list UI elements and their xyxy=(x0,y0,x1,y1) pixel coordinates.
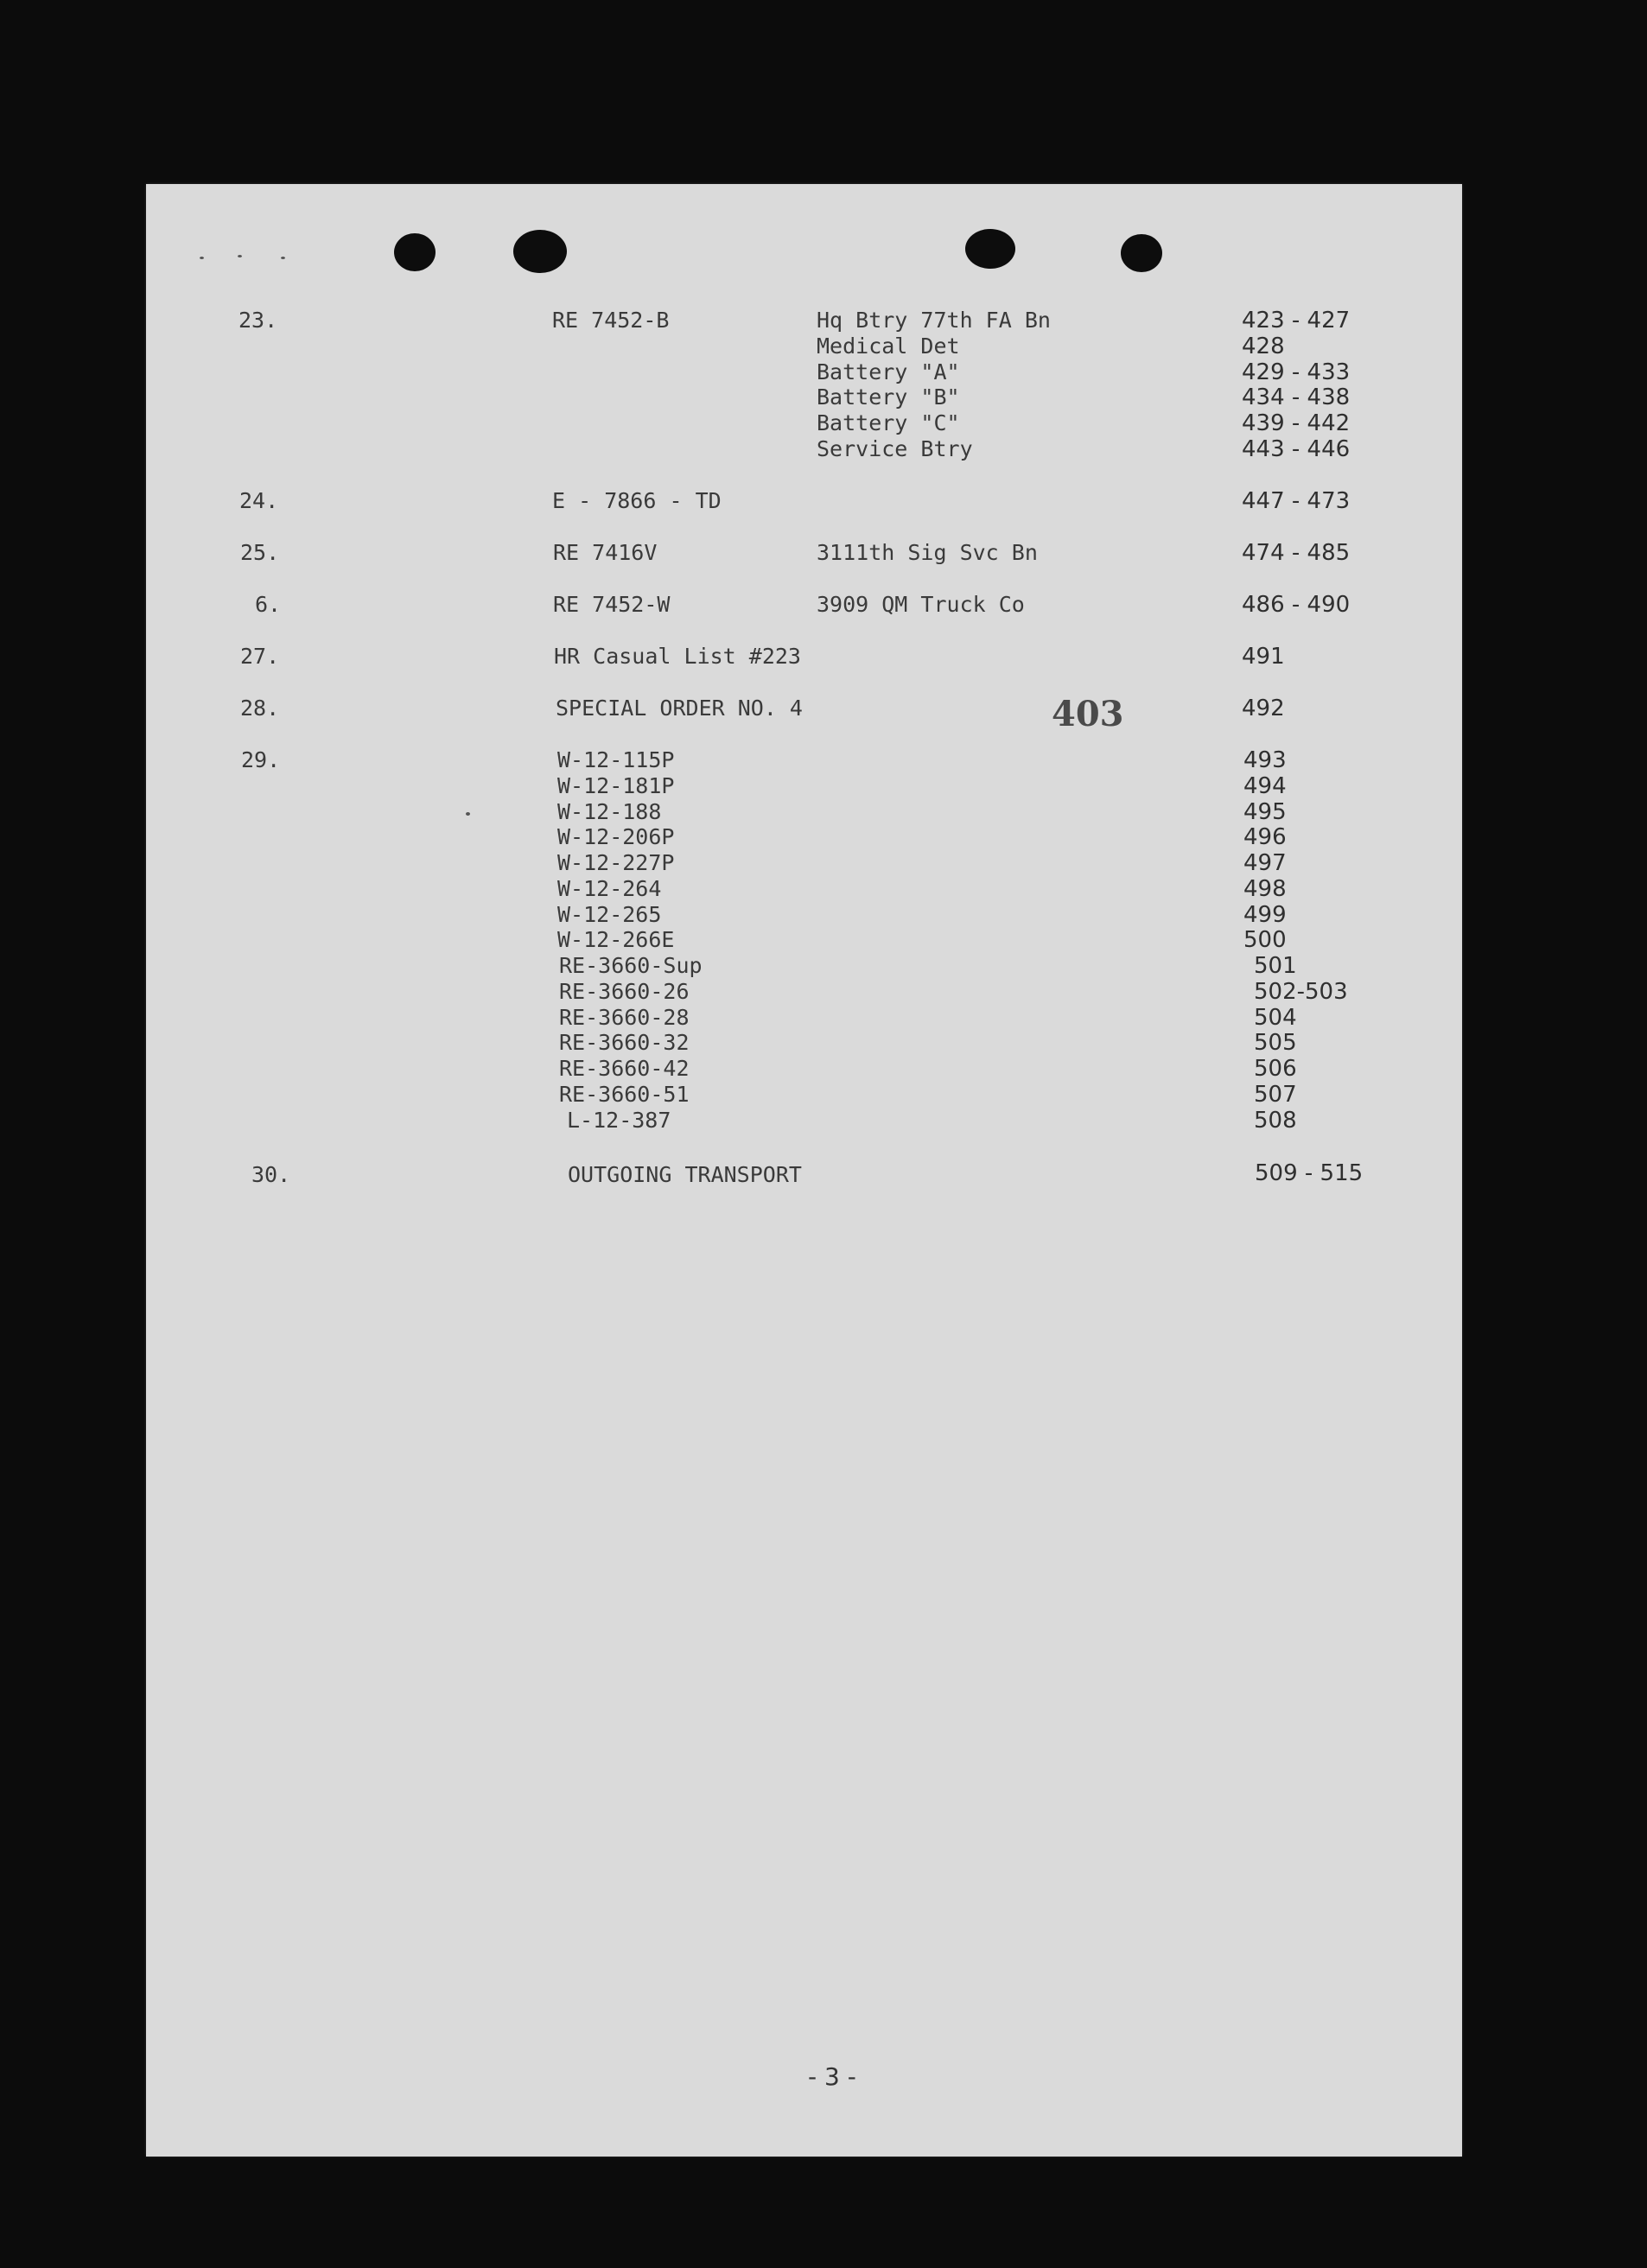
entry-29-reference: W-12-188 xyxy=(557,799,662,824)
entry-23-pages: 423 - 427 xyxy=(1242,308,1351,334)
entry-23-unit: Medical Det xyxy=(817,334,960,359)
punch-hole xyxy=(1121,234,1162,272)
entry-26-pages: 486 - 490 xyxy=(1242,592,1351,618)
entry-23-unit: Hq Btry 77th FA Bn xyxy=(817,308,1051,333)
punch-hole xyxy=(965,229,1015,269)
entry-29-reference: W-12-206P xyxy=(557,824,675,849)
punch-hole xyxy=(394,233,436,271)
entry-26-unit: 3909 QM Truck Co xyxy=(817,592,1025,617)
entry-29-reference: L-12-387 xyxy=(567,1108,671,1133)
entry-29-number: 29. xyxy=(241,747,281,772)
entry-26-reference: RE 7452-W xyxy=(553,592,671,617)
entry-29-reference: RE-3660-28 xyxy=(559,1005,690,1030)
entry-23-number: 23. xyxy=(238,308,278,333)
entry-29-pages: 497 xyxy=(1243,850,1287,876)
entry-25-unit: 3111th Sig Svc Bn xyxy=(817,540,1038,565)
entry-25-pages: 474 - 485 xyxy=(1242,540,1351,566)
document-page xyxy=(146,184,1462,2157)
page-stamp: 403 xyxy=(1052,694,1124,734)
entry-25-reference: RE 7416V xyxy=(553,540,658,565)
entry-29-pages: 495 xyxy=(1243,799,1287,825)
entry-29-reference: W-12-227P xyxy=(557,850,675,875)
entry-23-pages: 428 xyxy=(1242,334,1285,359)
entry-29-reference: W-12-115P xyxy=(557,747,675,772)
speck xyxy=(200,257,204,259)
entry-23-pages: 443 - 446 xyxy=(1242,436,1351,462)
entry-29-reference: W-12-265 xyxy=(557,902,662,927)
entry-29-pages: 496 xyxy=(1243,824,1287,850)
entry-29-reference: W-12-266E xyxy=(557,927,675,952)
entry-29-pages: 506 xyxy=(1254,1056,1297,1082)
entry-29-reference: RE-3660-26 xyxy=(559,979,690,1004)
entry-29-reference: RE-3660-32 xyxy=(559,1030,690,1055)
entry-28-pages: 492 xyxy=(1242,696,1285,721)
entry-27-number: 27. xyxy=(240,644,280,669)
entry-29-reference: RE-3660-51 xyxy=(559,1082,690,1107)
entry-25-number: 25. xyxy=(240,540,280,565)
entry-29-pages: 508 xyxy=(1254,1108,1297,1134)
entry-29-pages: 494 xyxy=(1243,773,1287,799)
speck xyxy=(238,255,242,257)
entry-24-reference: E - 7866 - TD xyxy=(552,488,722,513)
page-number-footer: - 3 - xyxy=(808,2062,856,2091)
entry-30-number: 30. xyxy=(251,1162,291,1187)
entry-29-pages: 499 xyxy=(1243,902,1287,928)
entry-29-reference: RE-3660-42 xyxy=(559,1056,690,1081)
entry-29-pages: 502-503 xyxy=(1254,979,1348,1005)
entry-29-pages: 501 xyxy=(1254,953,1297,979)
entry-23-unit: Battery "B" xyxy=(817,384,960,410)
entry-23-unit: Battery "A" xyxy=(817,359,960,384)
entry-23-pages: 429 - 433 xyxy=(1242,359,1351,385)
entry-27-reference: HR Casual List #223 xyxy=(554,644,801,669)
entry-29-pages: 507 xyxy=(1254,1082,1297,1108)
entry-30-reference: OUTGOING TRANSPORT xyxy=(568,1162,802,1187)
entry-29-reference: W-12-264 xyxy=(557,876,662,901)
entry-23-unit: Service Btry xyxy=(817,436,973,461)
entry-29-pages: 505 xyxy=(1254,1030,1297,1056)
punch-hole xyxy=(513,230,567,273)
entry-28-number: 28. xyxy=(240,696,280,721)
entry-29-reference: RE-3660-Sup xyxy=(559,953,703,978)
entry-24-pages: 447 - 473 xyxy=(1242,488,1351,514)
speck xyxy=(281,257,285,259)
entry-29-reference: W-12-181P xyxy=(557,773,675,798)
entry-23-reference: RE 7452-B xyxy=(552,308,670,333)
entry-27-pages: 491 xyxy=(1242,644,1285,670)
entry-23-pages: 434 - 438 xyxy=(1242,384,1351,410)
entry-23-pages: 439 - 442 xyxy=(1242,410,1351,436)
entry-23-unit: Battery "C" xyxy=(817,410,960,435)
entry-26-number: 6. xyxy=(255,592,282,617)
entry-29-pages: 504 xyxy=(1254,1005,1297,1031)
entry-29-pages: 500 xyxy=(1243,927,1287,953)
entry-28-reference: SPECIAL ORDER NO. 4 xyxy=(556,696,803,721)
speck xyxy=(466,812,470,816)
entry-24-number: 24. xyxy=(239,488,279,513)
entry-30-pages: 509 - 515 xyxy=(1255,1160,1364,1186)
entry-29-pages: 493 xyxy=(1243,747,1287,773)
entry-29-pages: 498 xyxy=(1243,876,1287,902)
